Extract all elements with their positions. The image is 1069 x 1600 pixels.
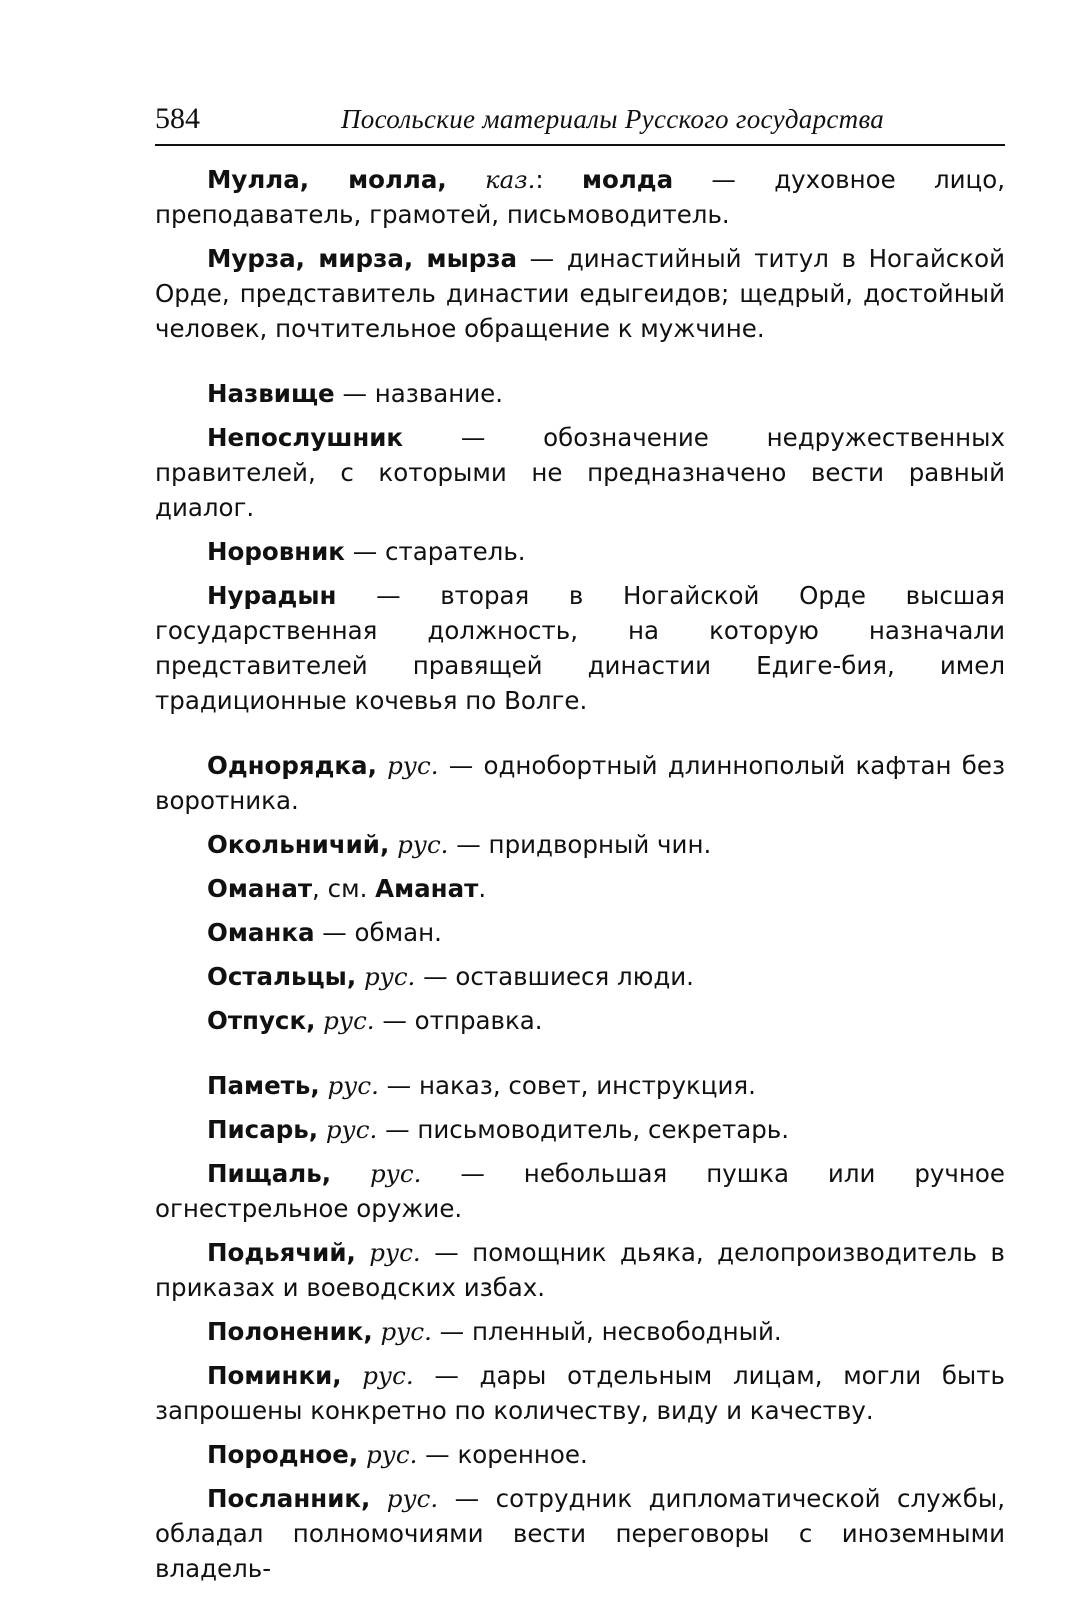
glossary-entry (155, 1358, 1005, 1428)
entry-definition: — дары отдельным лицам, могли быть запрошены конкретно по количеству, виду и качеству. (155, 1361, 1005, 1425)
entry-definition: — обозначение недружественных правителей, с которыми не предназначено вести равный диалог. (155, 423, 1005, 522)
entry-language: рус. (356, 962, 416, 991)
entry-term: Однорядка, (207, 751, 377, 780)
glossary-entry (155, 578, 1005, 718)
entry-language: каз. (446, 165, 536, 194)
entry-definition: — помощник дьяка, делопроизводитель в приказах и воеводских избах. (155, 1238, 1005, 1302)
glossary-entry (155, 959, 1005, 994)
running-title: Посольские материалы Русского государства (341, 104, 885, 134)
entry-separator: , см. (312, 874, 376, 903)
entry-definition: — оставшиеся люди. (415, 962, 694, 991)
entry-term: Остальцы, (207, 962, 357, 991)
entry-term: Назвище (207, 379, 335, 408)
entry-term: Посланник, (207, 1484, 371, 1513)
entry-term: Мурза, мирза, мырза (207, 244, 518, 273)
entry-definition: — однобортный длиннополый кафтан без воротника. (155, 751, 1005, 815)
entry-language: рус. (319, 1071, 379, 1100)
entry-language: рус. (318, 1115, 378, 1144)
glossary-entry (155, 420, 1005, 525)
entry-term: Непослушник (207, 423, 404, 452)
entry-language: рус. (370, 1484, 439, 1513)
entry-term: Пищаль, (207, 1159, 332, 1188)
glossary-entry (155, 1314, 1005, 1349)
glossary-entry (155, 915, 1005, 950)
entry-definition: — духовное лицо, преподаватель, грамотей, письмоводитель. (155, 165, 1005, 229)
entry-term-variant: молда (581, 165, 674, 194)
entry-definition: — название. (334, 379, 504, 408)
glossary-entry (155, 1003, 1005, 1038)
entry-definition: — старатель. (344, 537, 526, 566)
entry-language: рус. (389, 830, 449, 859)
glossary-entry (155, 1068, 1005, 1103)
entry-term: Мулла, молла, (207, 165, 447, 194)
page-header (155, 96, 1005, 146)
entry-language: рус. (376, 751, 439, 780)
entry-separator: : (535, 165, 582, 194)
glossary-entry (155, 748, 1005, 818)
book-page (155, 96, 1005, 1583)
entry-term: Оманка (207, 918, 315, 947)
entry-definition: — коренное. (417, 1440, 588, 1469)
entry-term: Отпуск, (207, 1006, 316, 1035)
entry-definition: — пленный, несвободный. (431, 1317, 782, 1346)
entry-language: рус. (331, 1159, 422, 1188)
entry-term: Полоненик, (207, 1317, 373, 1346)
glossary-entry (155, 376, 1005, 411)
glossary-entry (155, 162, 1005, 232)
entry-term: Нурадын (207, 581, 337, 610)
entry-term: Поминки, (207, 1361, 342, 1390)
entry-language: рус. (358, 1440, 418, 1469)
page-number: 584 (155, 102, 200, 135)
entry-term: Породное, (207, 1440, 359, 1469)
entry-definition: — письмоводитель, секретарь. (377, 1115, 790, 1144)
entry-term: Паметь, (207, 1071, 320, 1100)
glossary-entry (155, 1481, 1005, 1586)
entry-term: Оманат (207, 874, 313, 903)
entry-language: рус. (372, 1317, 432, 1346)
glossary-entry (155, 241, 1005, 346)
glossary-entry (155, 871, 1005, 906)
entry-definition: — обман. (314, 918, 442, 947)
glossary-entry (155, 1112, 1005, 1147)
entry-term: Норовник (207, 537, 345, 566)
entry-language: рус. (355, 1238, 421, 1267)
entry-definition: — наказ, совет, инструкция. (378, 1071, 756, 1100)
entry-definition: — вторая в Ногайской Орде высшая государственная должность, на которую назначали представителей правящей династии Едиге-бия, имел традиционные кочевья по Волге. (155, 581, 1005, 715)
entry-definition: . (478, 874, 487, 903)
entry-definition: — отправка. (374, 1006, 543, 1035)
glossary-entry (155, 534, 1005, 569)
entry-definition: — династийный титул в Ногайской Орде, представитель династии едыгеидов; щедрый, достойный человек, почтительное обращение к мужчине. (155, 244, 1005, 343)
entry-language: рус. (315, 1006, 375, 1035)
entry-language: рус. (341, 1361, 414, 1390)
entry-cross-reference: Аманат (375, 874, 479, 903)
glossary-entry (155, 827, 1005, 862)
glossary-entry (155, 1235, 1005, 1305)
entry-definition: — небольшая пушка или ручное огнестрельное оружие. (155, 1159, 1005, 1223)
entry-term: Подьячий, (207, 1238, 356, 1267)
glossary-entry (155, 1156, 1005, 1226)
glossary-entries (155, 162, 1005, 1595)
entry-term: Окольничий, (207, 830, 390, 859)
entry-definition: — придворный чин. (448, 830, 712, 859)
entry-term: Писарь, (207, 1115, 319, 1144)
entry-definition: — сотрудник дипломатической службы, обладал полномочиями вести переговоры с иноземными владель- (155, 1484, 1005, 1583)
glossary-entry (155, 1437, 1005, 1472)
